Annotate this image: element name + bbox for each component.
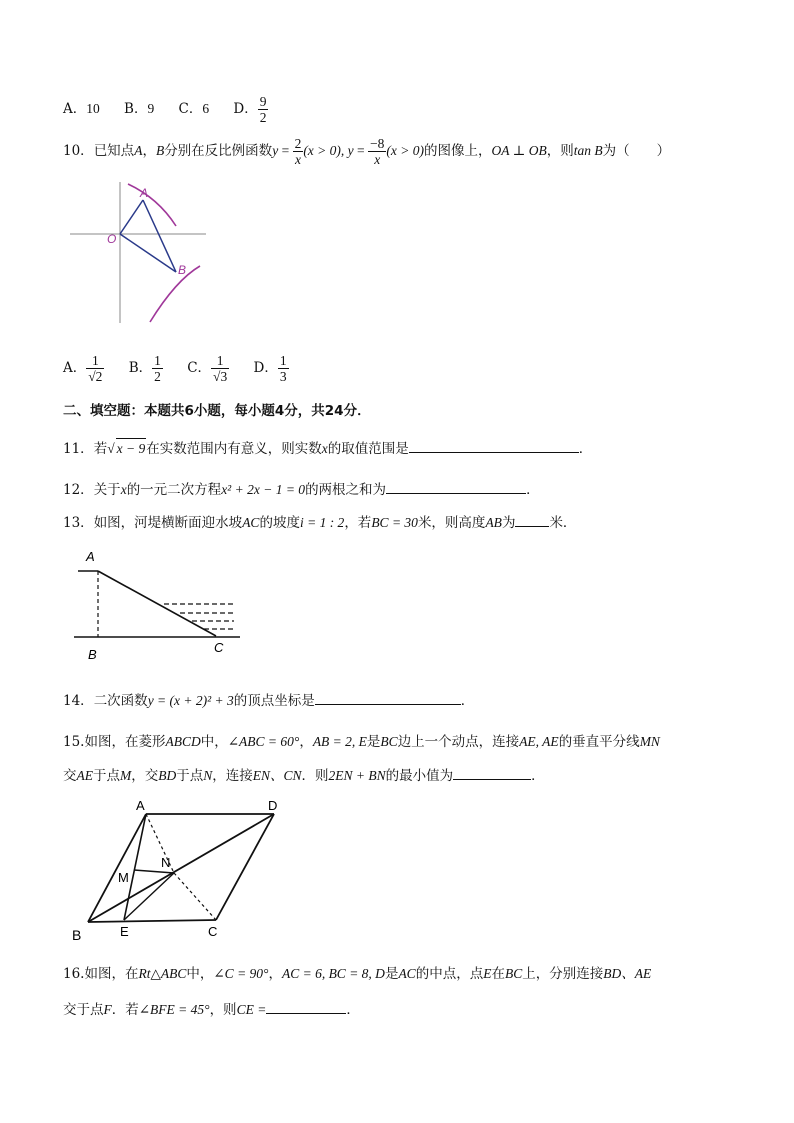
q14: 14．二次函数y = (x + 2)² + 3的顶点坐标是 ． [63, 690, 474, 711]
label-A: A [136, 798, 145, 813]
label-B: B [88, 647, 97, 662]
q15-line2: 交AE于点M，交BD于点N，连接EN、CN．则2EN + BN的最小值为 ． [63, 765, 545, 786]
q15-figure [66, 796, 296, 951]
label-M: M [118, 870, 129, 885]
q10-stem: 10．已知点A，B分别在反比例函数y = $\frac{2}{x}$ (x > 0), y = $\frac{-8}{x}$ (x > 0)的图像上，OA ⊥ OB，则tan B为（ ） [63, 136, 671, 167]
label-N: N [161, 855, 171, 870]
segment-OA [120, 200, 143, 234]
q13: 13．如图，河堤横断面迎水坡AC的坡度i = 1 : 2，若BC = 30米，则高度AB为 米． [63, 512, 576, 533]
fraction: $\frac{2}{x}$ [294, 136, 302, 167]
diagonal-BD [88, 814, 274, 922]
label-A: A [140, 186, 149, 200]
q12: 12．关于x的一元二次方程x² + 2x − 1 = 0的两根之和为 ． [63, 479, 540, 500]
label-B: B [178, 263, 187, 277]
label-D: D [268, 798, 278, 813]
segment-MN [134, 870, 174, 873]
q13-figure [68, 545, 243, 665]
q16-line2: 交于点F．若∠BFE = 45°，则CE = ． [63, 999, 360, 1020]
label-E: E [120, 924, 129, 939]
section-header: 二、填空题：本题共6小题，每小题4分，共24分． [63, 403, 371, 419]
segment-CN [174, 873, 216, 920]
side-BC [88, 920, 216, 922]
fraction: $\frac{-8}{x}$ [370, 136, 385, 167]
hyperbola-lower [150, 266, 200, 322]
label-B: B [72, 927, 82, 943]
answer-blank[interactable] [515, 512, 549, 527]
q11: 11．若√ x − 9在实数范围内有意义，则实数x的取值范围是 ． [63, 438, 592, 459]
label-C: C [214, 640, 224, 655]
answer-blank[interactable] [315, 690, 461, 705]
answer-blank[interactable] [266, 999, 346, 1014]
q16-line1: 16.如图，在Rt△ABC中，∠C = 90°，AC = 6, BC = 8, D是AC的中点，点E在BC上，分别连接BD、AE [63, 966, 652, 982]
label-A: A [86, 549, 95, 564]
segment-AE [124, 814, 146, 920]
label-O: O [107, 232, 117, 246]
fraction: $\frac{1}{2}$ [154, 353, 161, 384]
q10-figure [68, 180, 208, 325]
label-C: C [208, 924, 218, 939]
q10-options: A． $\frac{1}{√2}$ B． $\frac{1}{2}$ C． $\frac{1}{√3}$ D． $\frac{1}{3}$ [63, 353, 287, 384]
q15-line1: 15.如图，在菱形ABCD中，∠ABC = 60°，AB = 2, E是BC边上一个动点，连接AE, AE的垂直平分线MN [63, 734, 660, 750]
answer-blank[interactable] [453, 765, 531, 780]
fraction: $\frac{1}{√3}$ [213, 353, 228, 384]
answer-blank[interactable] [386, 479, 526, 494]
fraction: $\frac{1}{√2}$ [88, 353, 103, 384]
q9-options: A．10 B．9 C．6 D． $\frac{9}{2}$ [63, 94, 267, 125]
fraction: $\frac{9}{2}$ [259, 94, 267, 125]
answer-blank[interactable] [409, 438, 579, 453]
fraction: $\frac{1}{3}$ [279, 353, 287, 384]
